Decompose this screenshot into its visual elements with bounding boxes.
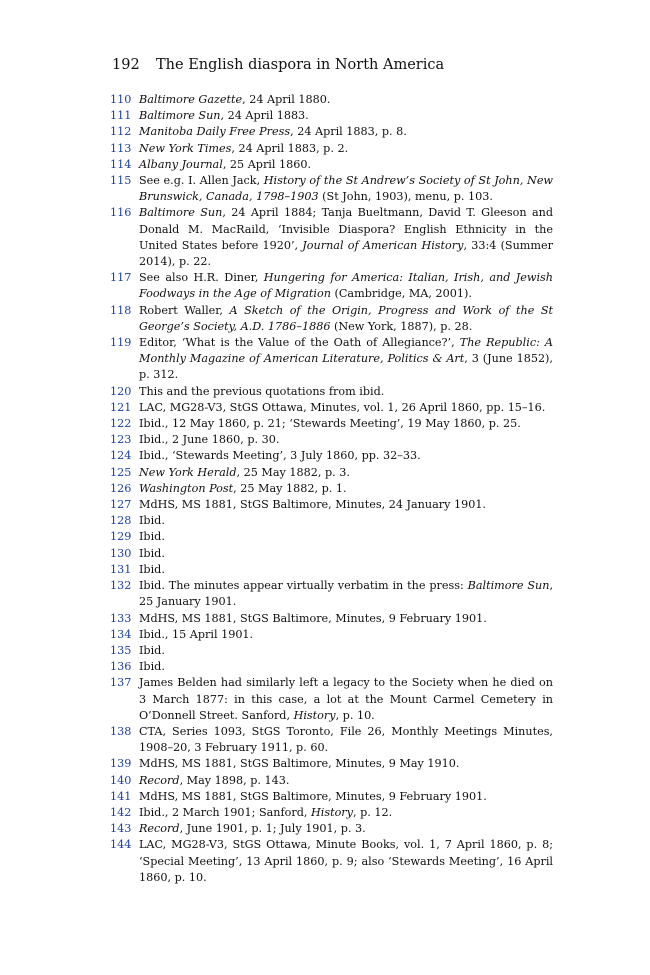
endnote-text-run: , p. 12.: [352, 805, 393, 819]
endnote-text: [139, 416, 553, 432]
endnote-text-run: LAC, MG28-V3, StGS Ottawa, Minute Books, vol. 1, 7 April 1860, p. 8; ‘Special Meeting’, 13 April 1860, p. 9; also ‘Stewards Meeting’, 16 April 1860, p. 10.: [139, 838, 553, 884]
endnote-number[interactable]: 120: [110, 384, 132, 398]
endnote-number[interactable]: 114: [110, 157, 132, 171]
endnote-italic-title: History: [311, 805, 353, 819]
endnote-134: [110, 627, 553, 643]
endnote-number[interactable]: 143: [110, 822, 132, 836]
endnote-italic-title: Record: [139, 773, 180, 787]
page-number: 192: [112, 57, 140, 73]
endnote-text-run: , 24 April 1883, p. 2.: [231, 141, 349, 155]
endnote-text-run: MdHS, MS 1881, StGS Baltimore, Minutes, 9 February 1901.: [139, 789, 487, 803]
endnote-text-run: MdHS, MS 1881, StGS Baltimore, Minutes, 24 January 1901.: [139, 498, 486, 512]
endnote-text-run: , 25 January 1901.: [139, 579, 553, 609]
endnote-text-run: , 24 April 1883, p. 8.: [290, 125, 407, 139]
endnote-text-run: , 25 May 1882, p. 3.: [236, 465, 350, 479]
endnote-number[interactable]: 131: [110, 562, 132, 576]
endnote-text: [139, 303, 553, 335]
endnote-number[interactable]: 111: [110, 109, 132, 123]
endnote-text-run: Ibid.: [139, 562, 165, 576]
endnote-text-run: LAC, MG28-V3, StGS Ottawa, Minutes, vol. 1, 26 April 1860, pp. 15–16.: [139, 400, 546, 414]
endnote-text: [139, 675, 553, 724]
endnote-126: [110, 481, 553, 497]
endnote-143: [110, 821, 553, 837]
endnote-text: [139, 805, 553, 821]
endnote-text-run: Ibid.: [139, 660, 165, 674]
endnote-136: [110, 659, 553, 675]
endnote-text-run: Ibid., 2 June 1860, p. 30.: [139, 433, 280, 447]
endnote-number[interactable]: 130: [110, 546, 132, 560]
endnote-text: [139, 513, 553, 529]
endnote-116: [110, 205, 553, 270]
endnote-italic-title: Baltimore Sun: [139, 206, 223, 220]
endnote-text-run: , 25 April 1860.: [222, 157, 312, 171]
endnote-number[interactable]: 124: [110, 449, 132, 463]
endnote-129: [110, 529, 553, 545]
endnote-number[interactable]: 134: [110, 627, 132, 641]
endnote-number[interactable]: 137: [110, 676, 132, 690]
endnote-number[interactable]: 139: [110, 757, 132, 771]
endnote-text-run: See e.g. I. Allen Jack,: [139, 174, 264, 188]
endnote-number[interactable]: 125: [110, 465, 132, 479]
endnote-114: [110, 157, 553, 173]
endnote-128: [110, 513, 553, 529]
endnote-number[interactable]: 138: [110, 724, 132, 738]
endnote-139: [110, 756, 553, 772]
endnote-138: [110, 724, 553, 756]
endnote-122: [110, 416, 553, 432]
endnote-italic-title: New York Times: [139, 141, 232, 155]
endnote-text-run: Ibid.: [139, 514, 165, 528]
endnote-text: [139, 773, 553, 789]
endnote-number[interactable]: 117: [110, 271, 132, 285]
endnote-125: [110, 465, 553, 481]
endnote-text-run: (New York, 1887), p. 28.: [330, 319, 473, 333]
endnote-number[interactable]: 140: [110, 773, 132, 787]
endnote-text-run: , June 1901, p. 1; July 1901, p. 3.: [179, 822, 366, 836]
endnote-text-run: , 33:4 (Summer 2014), p. 22.: [139, 238, 553, 269]
endnote-text-run: Ibid., 2 March 1901; Sanford,: [139, 805, 311, 819]
endnote-text: [139, 546, 553, 562]
endnote-137: [110, 675, 553, 724]
endnote-133: [110, 611, 553, 627]
endnote-number[interactable]: 135: [110, 643, 132, 657]
endnote-text-run: , May 1898, p. 143.: [179, 773, 290, 787]
endnote-text-run: , 24 April 1883.: [220, 109, 309, 123]
endnote-italic-title: Manitoba Daily Free Press: [139, 125, 291, 139]
endnote-italic-title: Journal of American History: [302, 238, 464, 252]
endnote-italic-title: New York Herald: [139, 465, 237, 479]
endnote-number[interactable]: 115: [110, 174, 132, 188]
endnote-130: [110, 546, 553, 562]
endnote-text-run: , 25 May 1882, p. 1.: [233, 481, 347, 495]
endnote-text: [139, 270, 553, 302]
endnote-number[interactable]: 133: [110, 611, 132, 625]
endnote-123: [110, 432, 553, 448]
endnote-127: [110, 497, 553, 513]
endnote-118: [110, 303, 553, 335]
endnote-120: [110, 384, 553, 400]
endnote-italic-title: History of the St Andrew’s Society of St John, New Brunswick, Canada, 1798–1903: [139, 174, 554, 204]
endnote-text-run: James Belden had similarly left a legacy to the Society when he died on 3 March 1877: in this case, a lot at the Mount Carmel Cemetery in O’Donnell Street. Sanford,: [139, 676, 553, 722]
endnote-text: [139, 611, 553, 627]
endnote-text: [139, 432, 553, 448]
endnotes-list: [110, 92, 553, 886]
endnote-text: [139, 173, 553, 205]
endnote-number[interactable]: 110: [110, 93, 132, 106]
endnote-132: [110, 578, 553, 610]
endnote-number[interactable]: 112: [110, 125, 132, 139]
endnote-text-run: , p. 10.: [335, 708, 375, 722]
endnote-text-run: Ibid. The minutes appear virtually verbatim in the press:: [139, 579, 468, 593]
endnote-italic-title: Hungering for America: Italian, Irish, and Jewish Foodways in the Age of Migration: [139, 271, 553, 301]
endnote-number[interactable]: 136: [110, 660, 132, 674]
endnote-110: [110, 92, 553, 108]
endnote-142: [110, 805, 553, 821]
endnote-italic-title: Record: [139, 822, 180, 836]
endnote-italic-title: Washington Post: [139, 481, 234, 495]
endnote-italic-title: Baltimore Sun: [467, 579, 550, 593]
endnote-115: [110, 173, 553, 205]
endnote-number[interactable]: 132: [110, 579, 132, 593]
endnote-text: [139, 481, 553, 497]
endnote-text: [139, 756, 553, 772]
endnote-italic-title: Baltimore Gazette: [139, 93, 243, 106]
endnote-number[interactable]: 121: [110, 400, 132, 414]
endnote-text: [139, 448, 553, 464]
endnote-number[interactable]: 126: [110, 481, 132, 495]
endnote-text: [139, 724, 553, 756]
endnote-text-run: Ibid., ‘Stewards Meeting’, 3 July 1860, pp. 32–33.: [139, 449, 421, 463]
endnote-111: [110, 108, 553, 124]
endnote-number[interactable]: 144: [110, 838, 132, 852]
endnote-text-run: Ibid.: [139, 530, 165, 544]
endnote-text: [139, 384, 553, 400]
running-title: The English diaspora in North America: [156, 57, 445, 73]
endnote-text: [139, 124, 553, 140]
endnote-text: [139, 789, 553, 805]
endnote-text: [139, 578, 553, 610]
endnote-text-run: , 3 (June 1852), p. 312.: [139, 352, 553, 382]
endnote-italic-title: History: [293, 708, 336, 722]
endnote-italic-title: A Sketch of the Origin, Progress and Work of the St George’s Society, A.D. 1786–1886: [139, 303, 554, 333]
endnote-text-run: Robert Waller,: [139, 303, 230, 317]
endnote-144: [110, 837, 553, 886]
endnote-number[interactable]: 129: [110, 530, 132, 544]
endnote-124: [110, 448, 553, 464]
endnote-text-run: Editor, ‘What is the Value of the Oath of Allegiance?’,: [139, 336, 460, 350]
endnote-number[interactable]: 123: [110, 433, 132, 447]
endnote-117: [110, 270, 553, 302]
endnote-text-run: (Cambridge, MA, 2001).: [330, 287, 472, 301]
endnote-text-run: (St John, 1903), menu, p. 103.: [318, 190, 493, 204]
endnote-italic-title: Baltimore Sun: [139, 109, 221, 123]
endnote-number[interactable]: 122: [110, 417, 132, 431]
endnote-141: [110, 789, 553, 805]
endnote-text: [139, 643, 553, 659]
endnote-text: [139, 400, 553, 416]
endnote-text: [139, 562, 553, 578]
endnote-121: [110, 400, 553, 416]
endnote-135: [110, 643, 553, 659]
endnote-text-run: Ibid.: [139, 643, 165, 657]
endnote-140: [110, 773, 553, 789]
endnote-text-run: , 24 April 1880.: [242, 93, 331, 106]
endnote-112: [110, 124, 553, 140]
endnote-text: [139, 108, 553, 124]
endnote-number[interactable]: 118: [110, 303, 132, 317]
endnote-number[interactable]: 116: [110, 206, 132, 220]
endnote-text-run: Ibid., 15 April 1901.: [139, 627, 254, 641]
endnote-text-run: , 24 April 1884; Tanja Bueltmann, David T. Gleeson and Donald M. MacRaild, ‘Invisible Diaspora? English Ethnicity in the United States before 1920’,: [139, 206, 553, 252]
endnote-text: [139, 821, 553, 837]
endnote-text: [139, 335, 553, 384]
endnote-text-run: MdHS, MS 1881, StGS Baltimore, Minutes, 9 February 1901.: [139, 611, 487, 625]
endnote-131: [110, 562, 553, 578]
endnote-text-run: Ibid.: [139, 546, 165, 560]
endnote-text-run: MdHS, MS 1881, StGS Baltimore, Minutes, 9 May 1910.: [139, 757, 460, 771]
endnote-number[interactable]: 127: [110, 498, 132, 512]
endnote-text-run: Ibid., 12 May 1860, p. 21; ‘Stewards Meeting’, 19 May 1860, p. 25.: [139, 417, 521, 431]
endnote-119: [110, 335, 553, 384]
endnote-number[interactable]: 119: [110, 336, 132, 350]
endnote-number[interactable]: 128: [110, 514, 132, 528]
endnote-text-run: This and the previous quotations from ibid.: [139, 384, 385, 398]
endnote-text: [139, 92, 553, 108]
endnote-italic-title: Albany Journal: [139, 157, 223, 171]
endnote-text: [139, 465, 553, 481]
endnote-text: [139, 529, 553, 545]
endnote-text: [139, 497, 553, 513]
endnote-number[interactable]: 141: [110, 789, 132, 803]
endnote-italic-title: The Republic: A Monthly Magazine of American Literature, Politics & Art: [139, 336, 553, 366]
endnote-text-run: CTA, Series 1093, StGS Toronto, File 26, Monthly Meetings Minutes, 1908–20, 3 February 1911, p. 60.: [139, 724, 553, 755]
endnote-text: [139, 141, 553, 157]
endnote-text: [139, 157, 553, 173]
endnote-number[interactable]: 142: [110, 805, 132, 819]
running-header: [112, 57, 444, 73]
endnote-text: [139, 627, 553, 643]
endnote-text: [139, 659, 553, 675]
endnote-text-run: See also H.R. Diner,: [139, 271, 264, 285]
endnote-text: [139, 205, 553, 270]
endnote-number[interactable]: 113: [110, 141, 132, 155]
endnote-text: [139, 837, 553, 886]
endnote-113: [110, 141, 553, 157]
